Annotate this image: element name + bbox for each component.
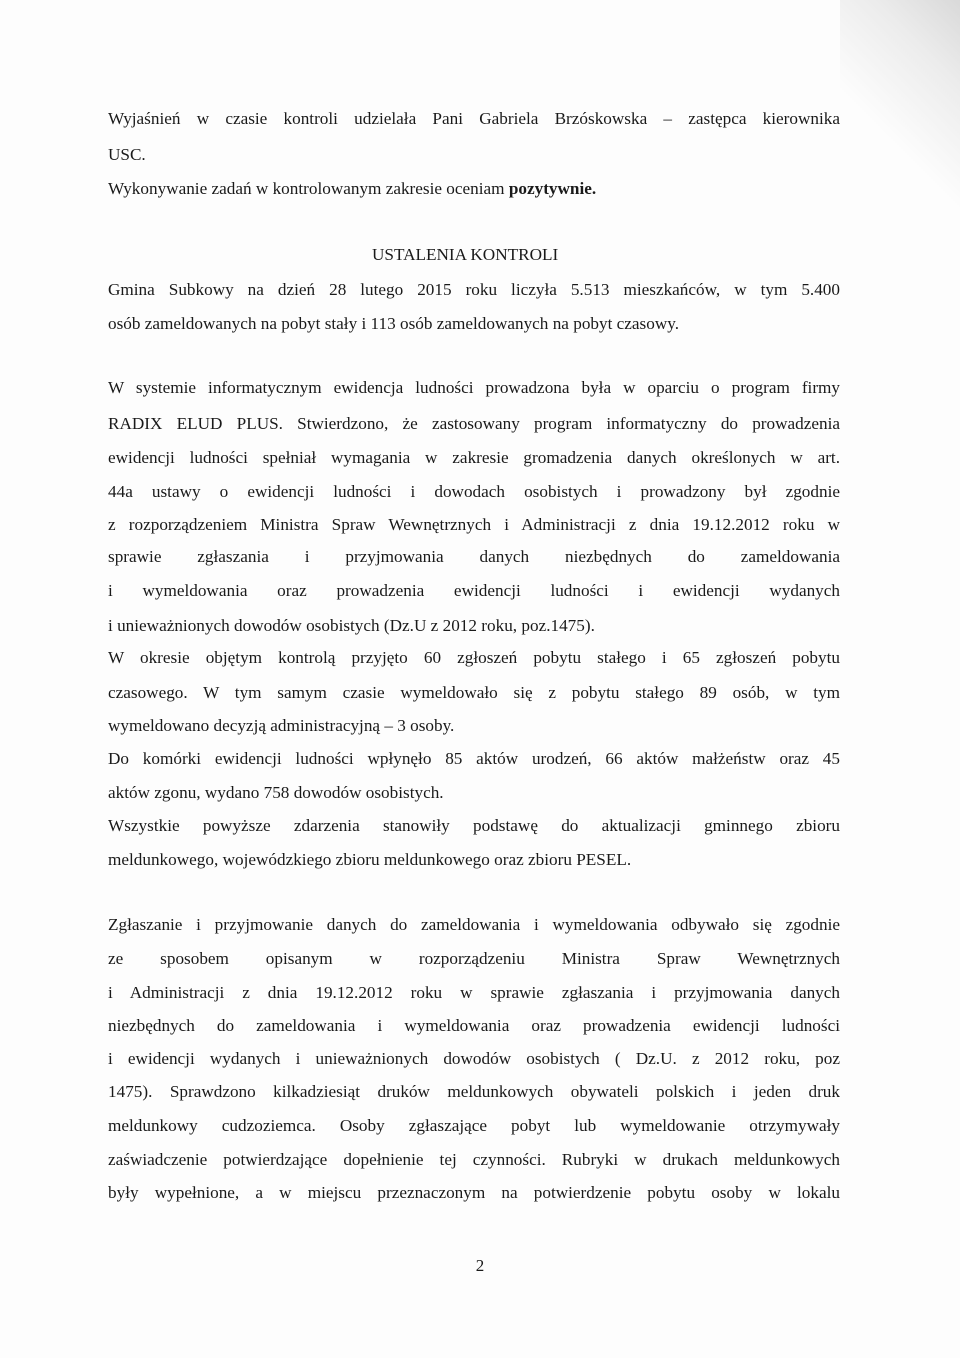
assessment-emphasis: pozytywnie. [508, 179, 597, 198]
text-line: i ewidencji wydanych i unieważnionych dowodów osobistych ( Dz.U. z 2012 roku, poz [108, 1049, 840, 1068]
text-line: aktów zgonu, wydano 758 dowodów osobistych. [108, 783, 444, 802]
text-line: 1475). Sprawdzono kilkadziesiąt druków meldunkowych obywateli polskich i jeden druk [108, 1082, 840, 1101]
text-line: i unieważnionych dowodów osobistych (Dz.U z 2012 roku, poz.1475). [108, 616, 595, 635]
text-line: z rozporządzeniem Ministra Spraw Wewnętrznych i Administracji z dnia 19.12.2012 roku w [108, 515, 840, 534]
text-line: 44a ustawy o ewidencji ludności i dowodach osobistych i prowadzony był zgodnie [108, 482, 840, 501]
assessment-text: Wykonywanie zadań w kontrolowanym zakresie oceniam [108, 179, 509, 198]
text-line: W okresie objętym kontrolą przyjęto 60 zgłoszeń pobytu stałego i 65 zgłoszeń pobytu [108, 648, 840, 667]
text-line: zaświadczenie potwierdzające dopełnienie tej czynności. Rubryki w drukach meldunkowych [108, 1150, 840, 1169]
text-line: były wypełnione, a w miejscu przeznaczonym na potwierdzenie pobytu osoby w lokalu [108, 1183, 840, 1202]
text-line: i wymeldowania oraz prowadzenia ewidencji ludności i ewidencji wydanych [108, 581, 840, 600]
text-line: Do komórki ewidencji ludności wpłynęło 85 aktów urodzeń, 66 aktów małżeństw oraz 45 [108, 749, 840, 768]
text-line: niezbędnych do zameldowania i wymeldowania oraz prowadzenia ewidencji ludności [108, 1016, 840, 1035]
text-line: i Administracji z dnia 19.12.2012 roku w sprawie zgłaszania i przyjmowania danych [108, 983, 840, 1002]
text-line: meldunkowy cudzoziemca. Osoby zgłaszające pobyt lub wymeldowanie otrzymywały [108, 1116, 840, 1135]
text-line: Gmina Subkowy na dzień 28 lutego 2015 roku liczyła 5.513 mieszkańców, w tym 5.400 [108, 280, 840, 299]
text-line: Zgłaszanie i przyjmowanie danych do zameldowania i wymeldowania odbywało się zgodnie [108, 915, 840, 934]
text-line: Wyjaśnień w czasie kontroli udzielała Pani Gabriela Brzóskowska – zastępca kierownika [108, 109, 840, 128]
text-line: meldunkowego, wojewódzkiego zbioru meldunkowego oraz zbioru PESEL. [108, 850, 632, 869]
text-line: RADIX ELUD PLUS. Stwierdzono, że zastosowany program informatyczny do prowadzenia [108, 414, 840, 433]
text-line: USC. [108, 145, 146, 164]
text-line: osób zameldowanych na pobyt stały i 113 osób zameldowanych na pobyt czasowy. [108, 314, 680, 333]
assessment-line [108, 178, 840, 200]
text-line: Wszystkie powyższe zdarzenia stanowiły podstawę do aktualizacji gminnego zbioru [108, 816, 840, 835]
section-heading: USTALENIA KONTROLI [372, 245, 559, 264]
text-line: sprawie zgłaszania i przyjmowania danych niezbędnych do zameldowania [108, 547, 840, 566]
scan-shadow [840, 0, 960, 230]
text-line: wymeldowano decyzją administracyjną – 3 osoby. [108, 716, 455, 735]
text-line: ze sposobem opisanym w rozporządzeniu Ministra Spraw Wewnętrznych [108, 949, 840, 968]
text-line: ewidencji ludności spełniał wymagania w zakresie gromadzenia danych określonych w art. [108, 448, 840, 467]
page-number: 2 [475, 1256, 485, 1275]
text-line: czasowego. W tym samym czasie wymeldowało się z pobytu stałego 89 osób, w tym [108, 683, 840, 702]
text-line: W systemie informatycznym ewidencja ludności prowadzona była w oparciu o program firmy [108, 378, 840, 397]
